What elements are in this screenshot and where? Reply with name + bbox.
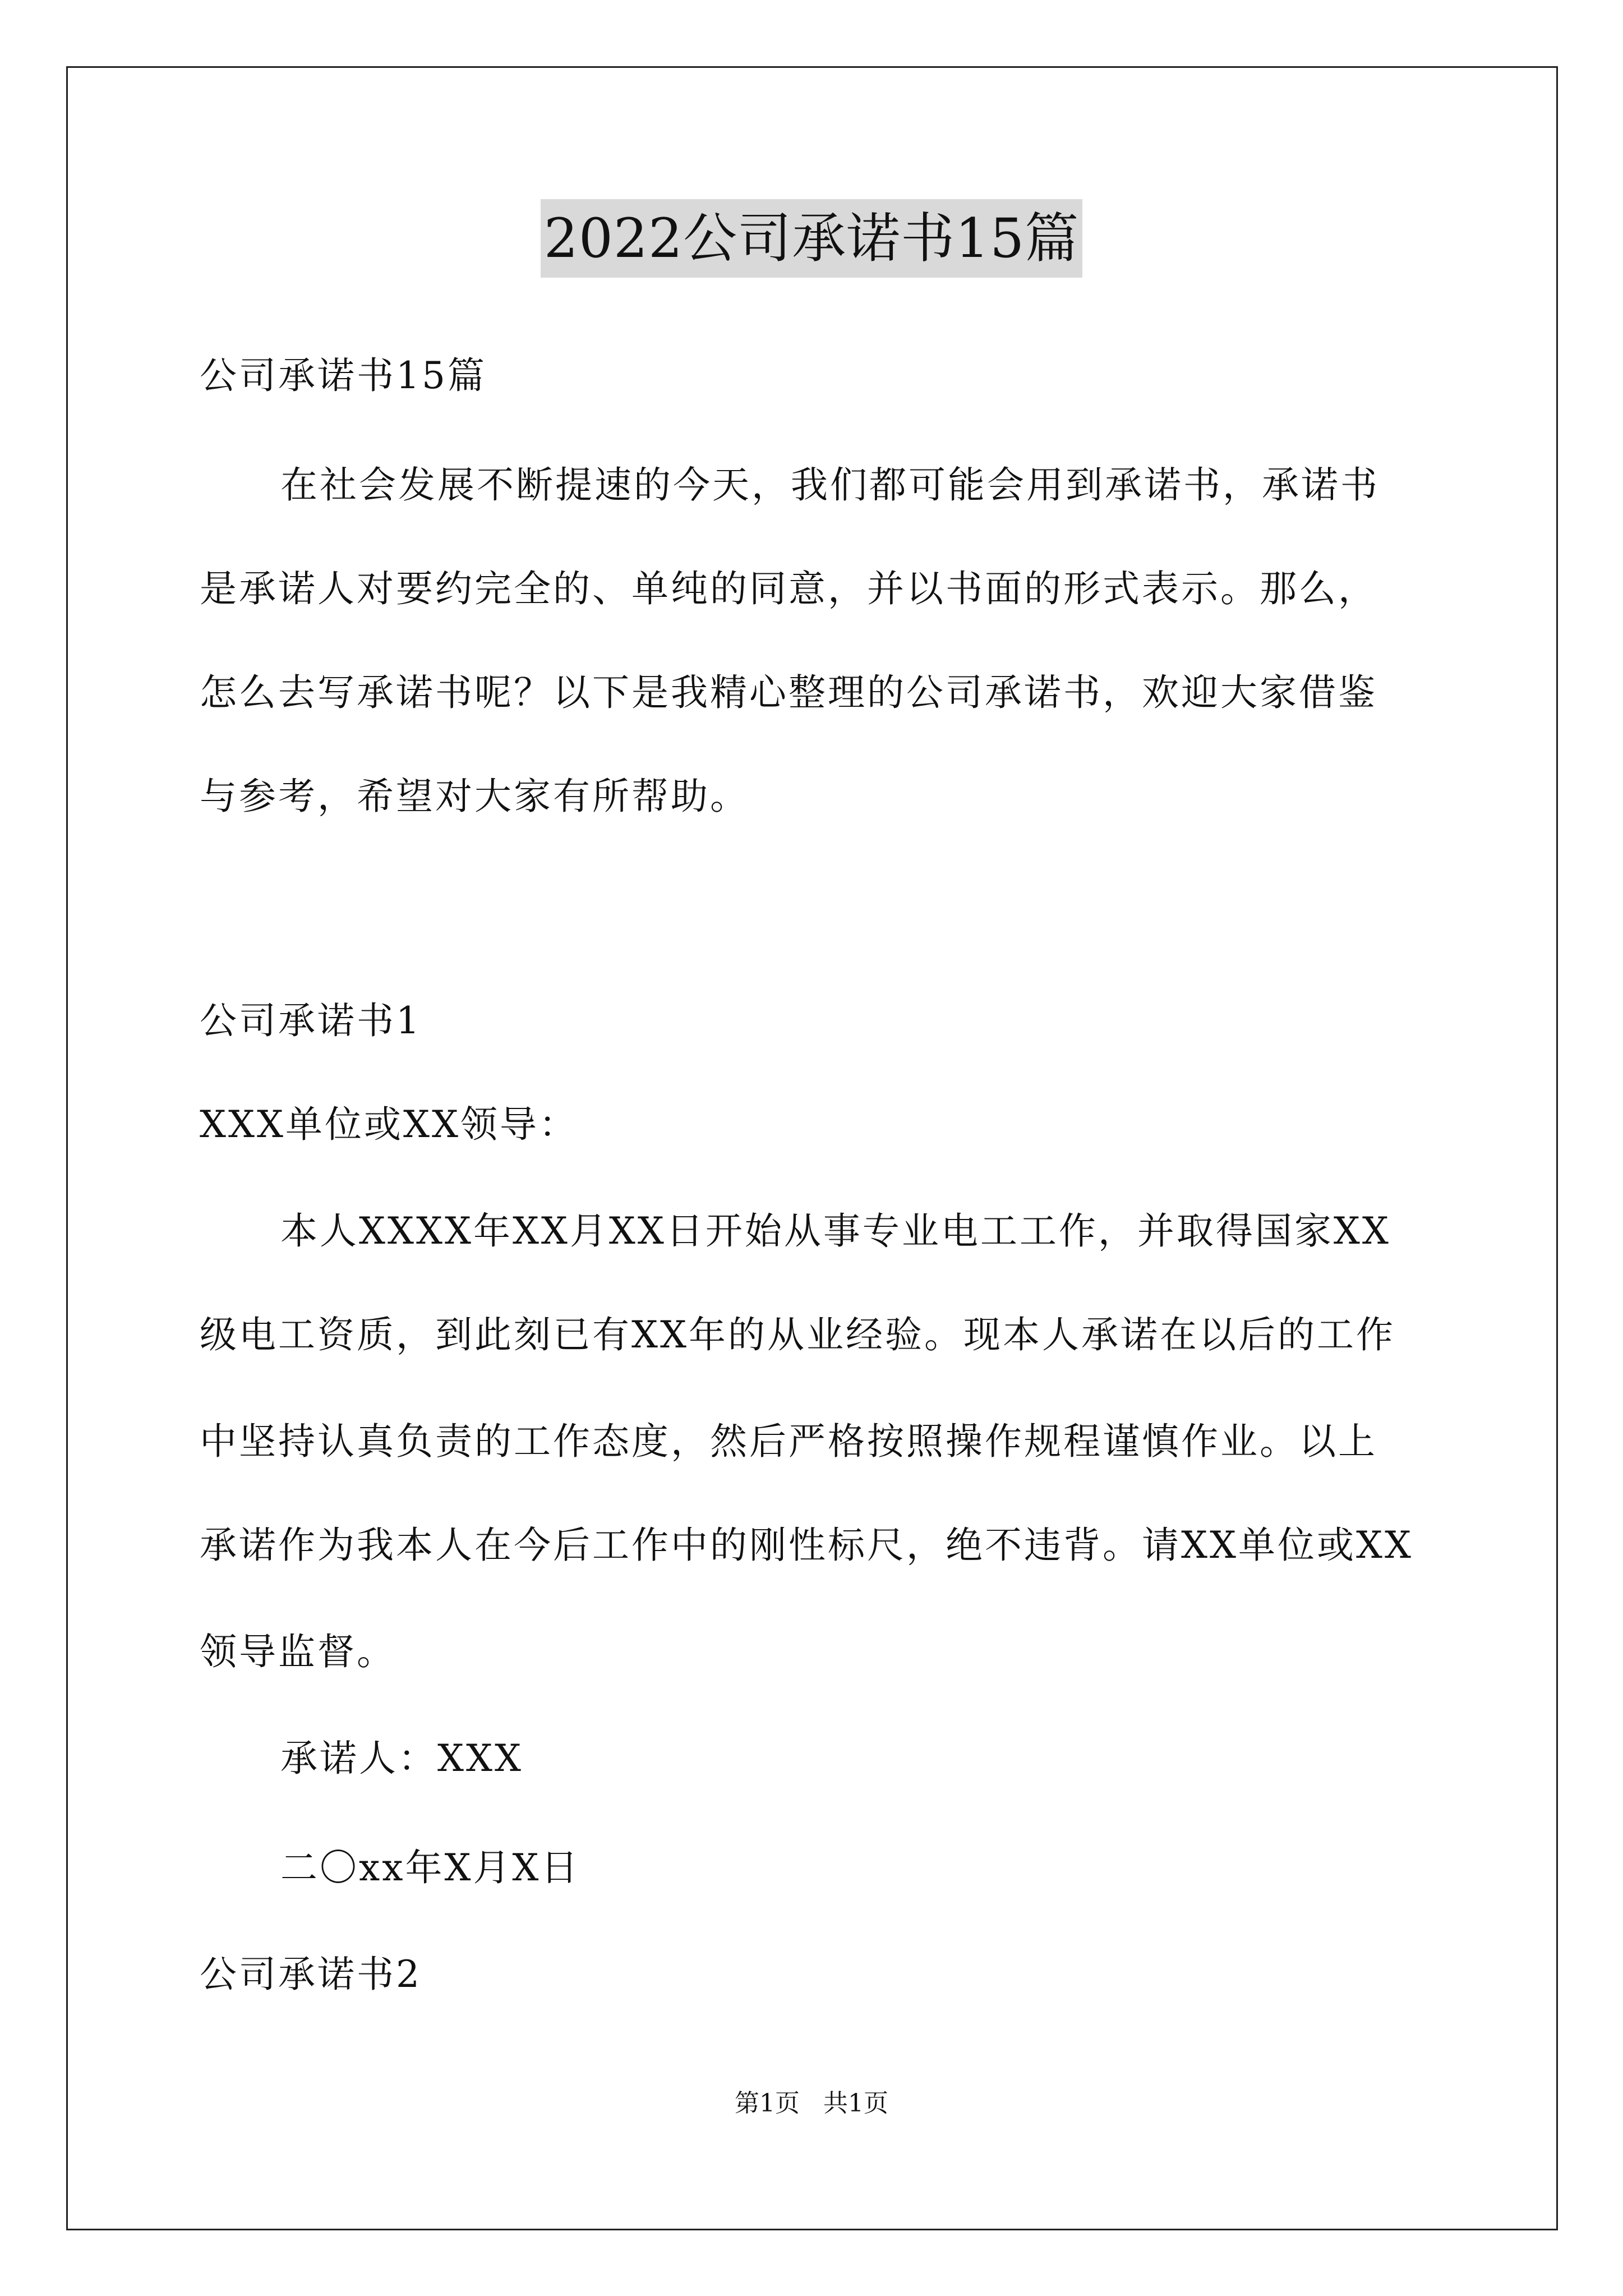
section1-body-line-1: 本人XXXX年XX月XX日开始从事专业电工工作，并取得国家XX — [280, 1209, 1391, 1253]
page-footer: 第1页 共1页 — [735, 2089, 888, 2118]
intro-line-4: 与参考，希望对大家有所帮助。 — [200, 775, 749, 818]
intro-line-2: 是承诺人对要约完全的、单纯的同意，并以书面的形式表示。那么， — [200, 567, 1377, 610]
section1-body-line-2: 级电工资质，到此刻已有XX年的从业经验。现本人承诺在以后的工作 — [200, 1313, 1395, 1356]
document-title: 2022公司承诺书15篇 — [541, 199, 1082, 278]
section1-signer: 承诺人：XXX — [280, 1737, 523, 1780]
section1-date: 二〇xx年X月X日 — [280, 1846, 580, 1889]
section1-body-line-5: 领导监督。 — [200, 1630, 396, 1673]
document-subtitle: 公司承诺书15篇 — [200, 354, 487, 397]
section1-body-line-3: 中坚持认真负责的工作态度，然后严格按照操作规程谨慎作业。以上 — [200, 1420, 1377, 1463]
section1-heading: 公司承诺书1 — [200, 999, 422, 1042]
title-container — [0, 199, 1623, 278]
intro-line-3: 怎么去写承诺书呢？以下是我精心整理的公司承诺书，欢迎大家借鉴 — [200, 671, 1377, 714]
intro-line-1: 在社会发展不断提速的今天，我们都可能会用到承诺书，承诺书 — [280, 463, 1380, 507]
section2-heading: 公司承诺书2 — [200, 1953, 422, 1996]
section1-salutation: XXX单位或XX领导： — [200, 1103, 578, 1146]
section1-body-line-4: 承诺作为我本人在今后工作中的刚性标尺，绝不违背。请XX单位或XX — [200, 1524, 1413, 1567]
